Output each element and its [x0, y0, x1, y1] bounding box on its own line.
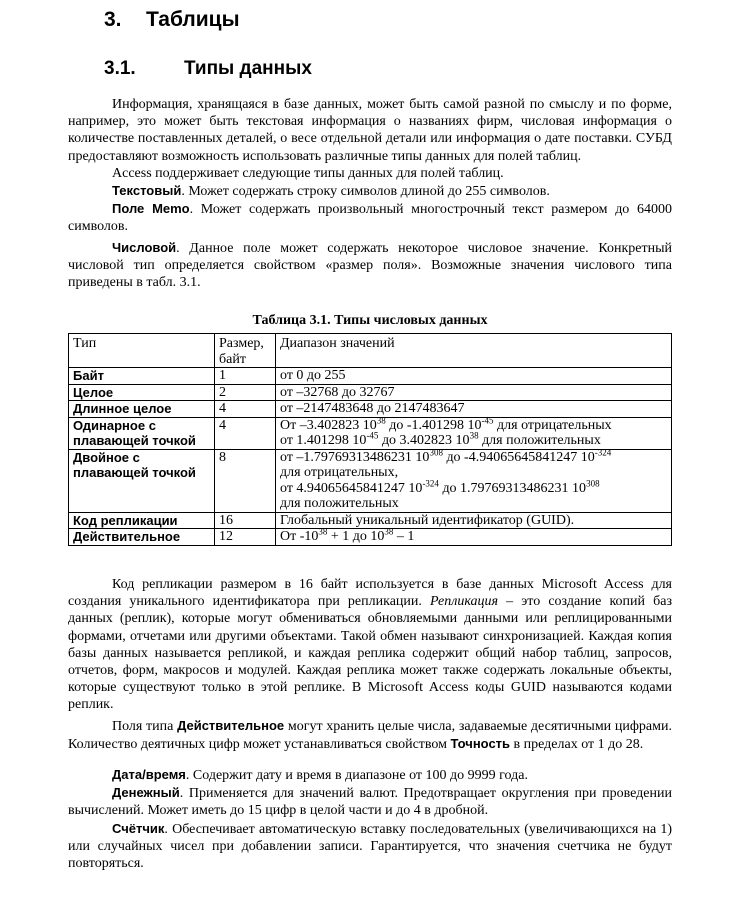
range-text: до 1.79769313486231 10	[438, 480, 587, 496]
section-number: 3.1.	[104, 58, 136, 79]
counter-term: Счётчик	[112, 820, 165, 836]
memo-type-paragraph	[68, 200, 672, 235]
range-exp: 308	[586, 477, 600, 488]
range-line	[280, 446, 667, 466]
chapter-heading	[104, 8, 240, 32]
table-row	[69, 529, 672, 546]
numeric-types-table	[68, 333, 672, 546]
table-caption: Таблица 3.1. Типы числовых данных	[252, 313, 488, 328]
range-exp: 308	[429, 446, 443, 457]
type-cell: Код репликации	[69, 512, 215, 529]
type-cell: Одинарное с плавающей точкой	[69, 417, 215, 449]
section-title: Типы данных	[184, 58, 312, 79]
type-cell: Двойное с плавающей точкой	[69, 449, 215, 512]
decimal-term: Действительное	[177, 717, 285, 733]
range-cell: Глобальный уникальный идентификатор (GUID).	[276, 512, 672, 529]
replication-paragraph	[68, 576, 672, 714]
range-exp: 38	[318, 526, 328, 537]
chapter-number: 3.	[104, 8, 122, 31]
range-text: до 3.402823 10	[378, 433, 470, 448]
decimal-text: Поля типа	[112, 718, 178, 734]
size-cell: 2	[215, 384, 276, 401]
counter-paragraph	[68, 820, 672, 873]
range-exp: -324	[422, 477, 439, 488]
range-line	[280, 477, 667, 497]
range-text: от 1.401298 10	[280, 433, 367, 448]
table-row	[69, 512, 672, 529]
range-text: + 1 до 10	[327, 529, 385, 544]
memo-type-desc: . Может содержать произвольный многострочный текст размером до 64000 символов.	[68, 202, 672, 235]
access-types-paragraph: Access поддерживает следующие типы данных для полей таблиц.	[112, 165, 504, 181]
range-text: для отрицательных	[493, 417, 612, 433]
intro-paragraph: Информация, хранящаяся в базе данных, может быть самой разной по смыслу и по форме, например, это может быть текстовая информация о названиях фирм, числовая информация о количестве поставленных деталей, о весе отдельной детали или информация о дате поставки. СУБД предоставляют возможность использовать различные типы данных для полей таблиц.	[68, 97, 672, 164]
range-text: – 1	[393, 529, 415, 544]
precision-term: Точность	[450, 735, 511, 751]
replication-text: Код репликации размером в 16 байт используется в базе данных Microsoft Access для создания уникального идентификатора при репликации.	[68, 577, 672, 610]
decimal-paragraph	[68, 717, 672, 753]
size-cell: 8	[215, 449, 276, 512]
header-range: Диапазон значений	[276, 334, 672, 368]
chapter-title: Таблицы	[146, 8, 240, 31]
after-table-text	[68, 576, 672, 872]
range-line: для отрицательных,	[280, 465, 399, 480]
type-cell: Длинное целое	[69, 401, 215, 418]
type-cell: Целое	[69, 384, 215, 401]
range-exp: 38	[376, 414, 386, 425]
numeric-type-term: Числовой	[112, 239, 177, 255]
range-line	[280, 526, 667, 545]
range-text: От –3.402823 10	[280, 417, 377, 433]
range-cell	[276, 446, 672, 512]
range-cell: от –32768 до 32767	[276, 384, 672, 401]
size-cell: 16	[215, 512, 276, 529]
currency-paragraph	[68, 784, 672, 819]
size-cell: 4	[215, 401, 276, 418]
size-cell: 4	[215, 417, 276, 449]
currency-term: Денежный	[112, 785, 180, 801]
counter-desc: . Обеспечивает автоматическую вставку последовательных (увеличивающихся на 1) или случайных чисел при добавлении записи. Гарантируется, что значения счетчика не будут повторяться.	[68, 821, 672, 872]
range-text: от 4.94065645841247 10	[280, 480, 423, 496]
table-row	[69, 417, 672, 449]
size-cell: 1	[215, 368, 276, 385]
range-exp: -324	[594, 446, 612, 457]
numeric-type-paragraph	[68, 239, 672, 292]
range-cell	[276, 414, 672, 449]
intro-text	[68, 96, 672, 291]
decimal-text: в пределах от 1 до 28.	[510, 736, 644, 752]
header-size: Размер, байт	[215, 334, 276, 368]
type-cell: Действительное	[69, 529, 215, 546]
range-exp: 38	[384, 526, 394, 537]
replication-term: Репликация	[429, 594, 499, 610]
type-cell: Байт	[69, 368, 215, 385]
range-line: для положительных	[280, 496, 399, 511]
table-row	[69, 401, 672, 418]
range-text: От -10	[280, 529, 319, 544]
table-row	[69, 449, 672, 512]
table-header-row	[69, 334, 672, 368]
datetime-paragraph	[68, 766, 672, 784]
range-text: для положительных	[478, 433, 601, 448]
header-type: Тип	[69, 334, 215, 368]
numeric-type-desc: . Данное поле может содержать некоторое числовое значение. Конкретный числовой тип определяется свойством «размер поля». Возможные значения числового типа приведены в табл. 3.1.	[68, 240, 672, 291]
datetime-desc: . Содержит дату и время в диапазоне от 100 до 9999 года.	[185, 768, 528, 784]
currency-desc: . Применяется для значений валют. Предотвращает округления при проведении вычислений. Может иметь до 15 цифр в целой части и до 4 в дробной.	[68, 786, 672, 819]
range-cell: от 0 до 255	[276, 368, 672, 385]
table-row	[69, 368, 672, 385]
size-cell: 12	[215, 529, 276, 546]
datetime-term: Дата/время	[112, 767, 186, 783]
range-text: до -1.401298 10	[385, 417, 482, 433]
decimal-text: могут хранить целые числа, задаваемые десятичными цифрами. Количество деятичных цифр может устанавливаться свойством	[68, 718, 672, 752]
range-cell	[276, 526, 672, 546]
memo-type-term: Поле Memo	[112, 201, 190, 217]
range-cell: от –2147483648 до 2147483647	[276, 401, 672, 418]
range-text: от –1.79769313486231 10	[280, 449, 430, 465]
range-text: до -4.94065645841247 10	[442, 449, 595, 465]
text-type-desc: . Может содержать строку символов длиной до 255 символов.	[181, 184, 550, 200]
range-exp: -45	[481, 414, 494, 425]
text-type-paragraph	[68, 182, 672, 200]
range-exp: 38	[469, 430, 479, 441]
table-row	[69, 384, 672, 401]
replication-text: – это создание копий баз данных (реплик), которые могут обмениваться обновляемыми данными или реплицированными формами, отчетами или другими объектами. Такой обмен называют синхронизацией. Каждая копия базы данных называется репликой, и каждая реплика содержит общий набор таблиц, запросов, отчетов, форм, макросов и модулей. Каждая реплика может также содержать локальные объекты, которые существуют только в этой реплике. В Microsoft Access коды GUID называются кодами реплик.	[68, 594, 672, 713]
section-heading	[104, 58, 312, 80]
text-type-term: Текстовый	[112, 183, 182, 199]
range-exp: -45	[366, 430, 379, 441]
